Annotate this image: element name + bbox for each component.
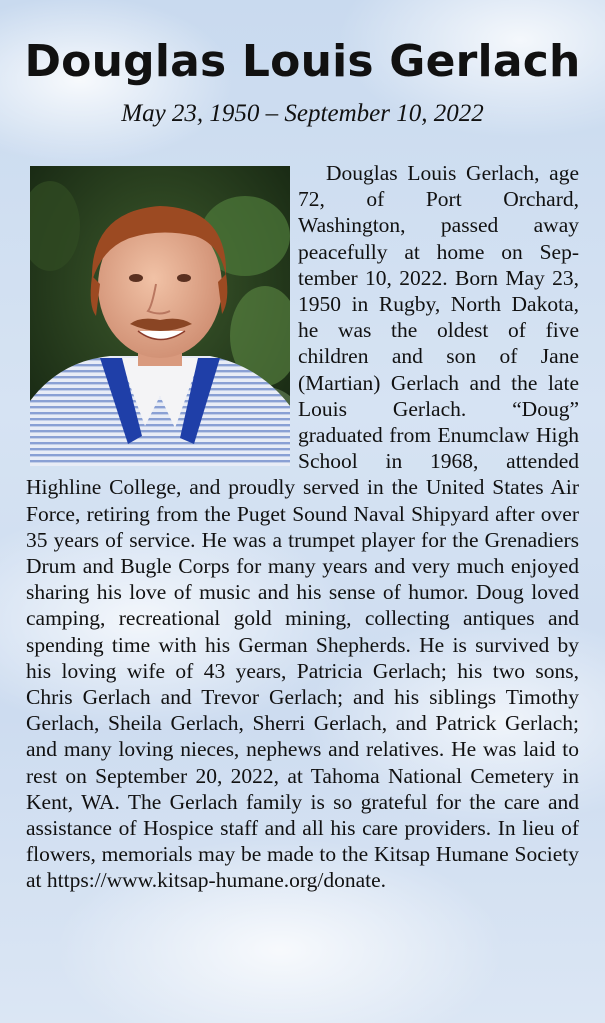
- obituary-paragraph: Douglas Louis Gerlach, age 72, of Port Orchard, Washington, passed away peacefully at home on September 10, 2022. Born May 23, 1950 in Rugby, North Dakota, he was the oldest of five children and son of Jane (Martian) Gerlach and the late Louis Gerlach. “Doug” graduated from Enumclaw High School in 1968, attended Highline College, and proudly served in the United States Air Force, retiring from the Puget Sound Naval Shipyard after over 35 years of service. He was a trumpet player for the Grenadiers Drum and Bugle Corps for many years and very much enjoyed sharing his love of music and his sense of humor. Doug loved camping, recreational gold mining, collecting antiques and spending time with his German Shepherds. He is survived by his loving wife of 43 years, Patricia Gerlach; his two sons, Chris Gerlach and Trevor Gerlach; and his siblings Timothy Gerlach, Sheila Gerlach, Sherri Gerlach, and Patrick Gerlach; and many loving nieces, nephews and relatives. He was laid to rest on September 20, 2022, at Tahoma National Cemetery in Kent, WA. The Gerlach family is so grateful for the care and assistance of Hospice staff and all his care providers. In lieu of flowers, memorials may be made to the Kitsap Humane Society at https://www.kitsap-humane.org/donate.: [26, 161, 579, 893]
- obituary-name: Douglas Louis Gerlach: [24, 36, 581, 87]
- photo-wrap-spacer: [26, 160, 298, 465]
- obituary-body: [26, 160, 579, 894]
- life-dates: May 23, 1950 – September 10, 2022: [121, 100, 484, 127]
